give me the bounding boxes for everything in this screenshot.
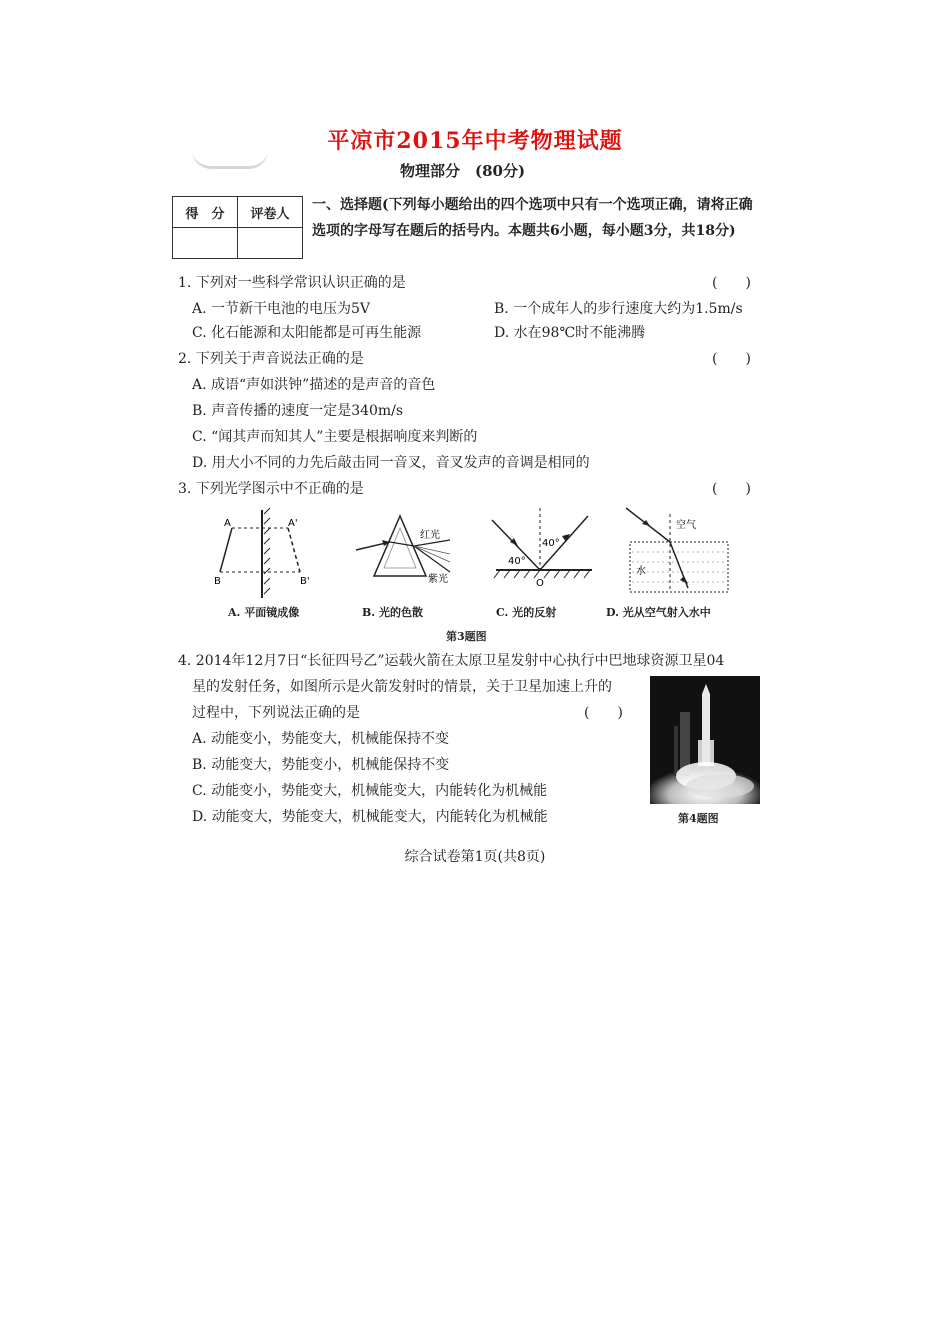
q3-answer-blank: ( ) — [712, 481, 751, 497]
figure-reflection — [488, 504, 598, 600]
q4-option-d: D. 动能变大，势能变大，机械能变大，内能转化为机械能 — [192, 809, 548, 825]
page-footer: 综合试卷第1页(共8页) — [404, 849, 546, 865]
q1-stem: 1. 下列对一些科学常识认识正确的是 — [178, 275, 406, 291]
fig-b-caption: B. 光的色散 — [362, 606, 423, 619]
q4-option-c: C. 动能变小，势能变大，机械能变大，内能转化为机械能 — [192, 783, 548, 799]
q4-answer-blank: ( ) — [584, 705, 623, 721]
fig-a-label-b-prime: B' — [300, 576, 310, 587]
fig-a-label-b: B — [214, 576, 221, 587]
fig-a-label-a: A — [224, 518, 231, 529]
q1-answer-blank: ( ) — [712, 275, 751, 291]
fig-c-angle-incident: 40° — [508, 556, 526, 567]
q4-option-a: A. 动能变小，势能变大，机械能保持不变 — [192, 731, 450, 747]
fig-c-caption: C. 光的反射 — [496, 606, 557, 619]
section-subtitle: 物理部分 (80分) — [400, 162, 526, 180]
fig-b-label-red: 红光 — [420, 530, 440, 541]
q2-answer-blank: ( ) — [712, 351, 751, 367]
fig-b-label-violet: 紫光 — [428, 574, 448, 585]
score-cell — [173, 228, 238, 259]
q4-stem-line2: 星的发射任务，如图所示是火箭发射时的情景，关于卫星加速上升的 — [192, 679, 612, 695]
q4-stem-line3: 过程中，下列说法正确的是 — [192, 705, 360, 721]
section-instructions: 一、选择题(下列每小题给出的四个选项中只有一个选项正确，请将正确选项的字母写在题后的括号内。本题共6小题，每小题3分，共18分) — [312, 197, 753, 239]
page-title: 平凉市2015年中考物理试题 — [327, 128, 623, 154]
scan-smudge — [192, 150, 268, 169]
fig-a-caption: A. 平面镜成像 — [228, 606, 300, 619]
q1-option-c: C. 化石能源和太阳能都是可再生能源 — [192, 325, 422, 341]
figure-prism-dispersion — [350, 506, 470, 602]
grader-header: 评卷人 — [238, 197, 303, 228]
fig-d-label-water: 水 — [636, 566, 646, 577]
score-table — [172, 196, 303, 259]
grader-cell — [238, 228, 303, 259]
q2-stem: 2. 下列关于声音说法正确的是 — [178, 351, 364, 367]
fig-d-label-air: 空气 — [676, 520, 696, 531]
figure-refraction — [624, 504, 734, 602]
q2-option-a: A. 成语“声如洪钟”描述的是声音的音色 — [192, 377, 436, 393]
q1-option-b: B. 一个成年人的步行速度大约为1.5m/s — [494, 301, 743, 317]
q4-stem-line1: 4. 2014年12月7日“长征四号乙”运载火箭在太原卫星发射中心执行中巴地球资源卫星04 — [178, 653, 725, 669]
fig-c-angle-reflect: 40° — [542, 538, 560, 549]
rocket-launch-photo — [650, 676, 760, 804]
q4-option-b: B. 动能变大，势能变小，机械能保持不变 — [192, 757, 450, 773]
score-header: 得 分 — [173, 197, 238, 228]
q1-option-a: A. 一节新干电池的电压为5V — [192, 301, 371, 317]
q3-figure-label: 第3题图 — [446, 630, 487, 643]
fig-c-label-o: O — [536, 578, 544, 589]
q2-option-c: C. “闻其声而知其人”主要是根据响度来判断的 — [192, 429, 478, 445]
q2-option-d: D. 用大小不同的力先后敲击同一音叉，音叉发声的音调是相同的 — [192, 455, 590, 471]
q3-stem: 3. 下列光学图示中不正确的是 — [178, 481, 364, 497]
fig-d-caption: D. 光从空气射入水中 — [606, 606, 711, 619]
q4-figure-label: 第4题图 — [678, 812, 719, 825]
q2-option-b: B. 声音传播的速度一定是340m/s — [192, 403, 404, 419]
figure-plane-mirror — [200, 506, 320, 602]
fig-a-label-a-prime: A' — [288, 518, 298, 529]
q1-option-d: D. 水在98℃时不能沸腾 — [494, 325, 646, 341]
